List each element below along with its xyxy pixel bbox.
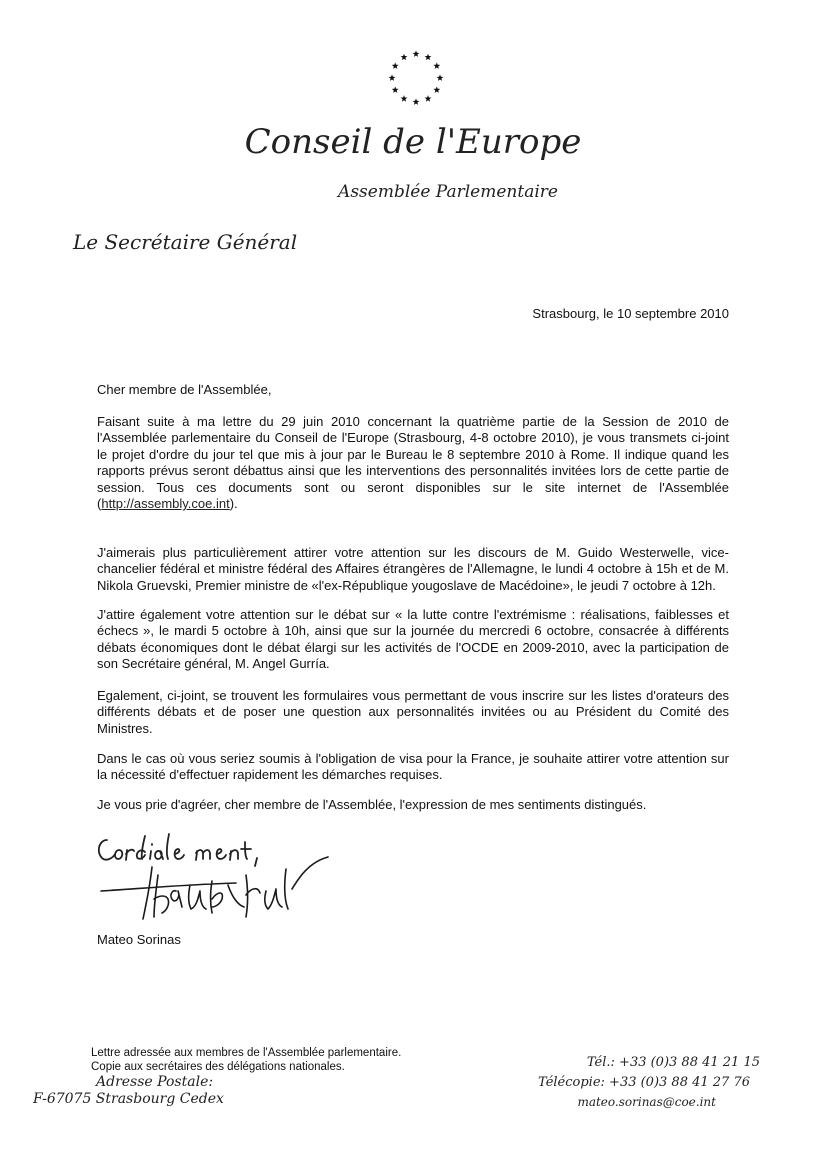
star-icon (433, 62, 440, 69)
paragraph-2: J'aimerais plus particulièrement attirer votre attention sur les discours de M. Guido Westerwelle, vice-chancelier fédéral et ministre fédéral des Affaires étrangères de l'Allemagne, le lundi 4 octobre à 15h et de M. Nikola Gruevski, Premier ministre de «l'ex-République yougoslave de Macédoine», le jeudi 7 octobre à 12h. (97, 545, 729, 593)
sender-title: Le Secrétaire Général (73, 230, 298, 254)
star-icon (413, 98, 420, 105)
signer-name: Mateo Sorinas (97, 932, 181, 947)
star-icon (401, 54, 408, 61)
organization-name: Conseil de l'Europe (244, 122, 582, 162)
paragraph-1 (97, 414, 729, 512)
star-icon (389, 74, 396, 81)
telephone: Tél.: +33 (0)3 88 41 21 15 (586, 1055, 760, 1070)
paragraph-1-end: ). (229, 496, 238, 512)
star-icon (425, 95, 432, 102)
paragraph-3: J'attire également votre attention sur le débat sur « la lutte contre l'extrémisme : réalisations, faiblesses et échecs », le mardi 5 octobre à 10h, ainsi que sur la journée du mercredi 6 octobre, consacrée à différents débats économiques dont le débat élargi sur les activités de l'OCDE en 2009-2010, avec la participation de son Secrétaire général, M. Angel Gurría. (97, 607, 729, 672)
star-icon (433, 86, 440, 93)
star-icon (392, 62, 399, 69)
paragraph-1-text: Faisant suite à ma lettre du 29 juin 2010 concernant la quatrième partie de la Session de 2010 de l'Assemblée parlementaire du Conseil de l'Europe (Strasbourg, 4-8 octobre 2010), je vous transmets ci-joint le projet d'ordre du jour tel que mis à jour par le Bureau le 8 septembre 2010 à Rome. Il indique quand les rapports prévus seront débattus ainsi que les interventions des personnalités invitées lors de cette partie de session. Tous ces documents sont ou seront disponibles sur le site internet de l'Assemblée ( (97, 414, 729, 512)
assembly-website-link[interactable]: http://assembly.coe.int (101, 496, 230, 512)
closing-formula: Je vous prie d'agréer, cher membre de l'Assemblée, l'expression de mes sentiments distingués. (97, 797, 647, 812)
signature-icon (96, 855, 341, 925)
salutation: Cher membre de l'Assemblée, (97, 382, 272, 397)
email-address[interactable]: mateo.sorinas@coe.int (577, 1095, 716, 1109)
star-icon (413, 50, 420, 57)
postal-address: F-67075 Strasbourg Cedex (33, 1091, 224, 1107)
paragraph-4: Egalement, ci-joint, se trouvent les formulaires vous permettant de vous inscrire sur les listes d'orateurs des différents débats et de poser une question aux personnalités invitées ou au Président du Comité des Ministres. (97, 688, 729, 736)
postal-address-label: Adresse Postale: (96, 1074, 214, 1090)
eu-stars-icon (383, 48, 449, 108)
star-icon (401, 95, 408, 102)
fax: Télécopie: +33 (0)3 88 41 27 76 (538, 1075, 750, 1090)
assembly-name: Assemblée Parlementaire (338, 182, 558, 202)
distribution-note: Lettre adressée aux membres de l'Assemblée parlementaire. (91, 1047, 402, 1059)
star-icon (392, 86, 399, 93)
letter-date: Strasbourg, le 10 septembre 2010 (532, 306, 729, 321)
star-icon (437, 74, 444, 81)
copy-note: Copie aux secrétaires des délégations nationales. (91, 1061, 345, 1073)
paragraph-5: Dans le cas où vous seriez soumis à l'obligation de visa pour la France, je souhaite attirer votre attention sur la nécessité d'effectuer rapidement les démarches requises. (97, 751, 729, 783)
star-icon (425, 54, 432, 61)
